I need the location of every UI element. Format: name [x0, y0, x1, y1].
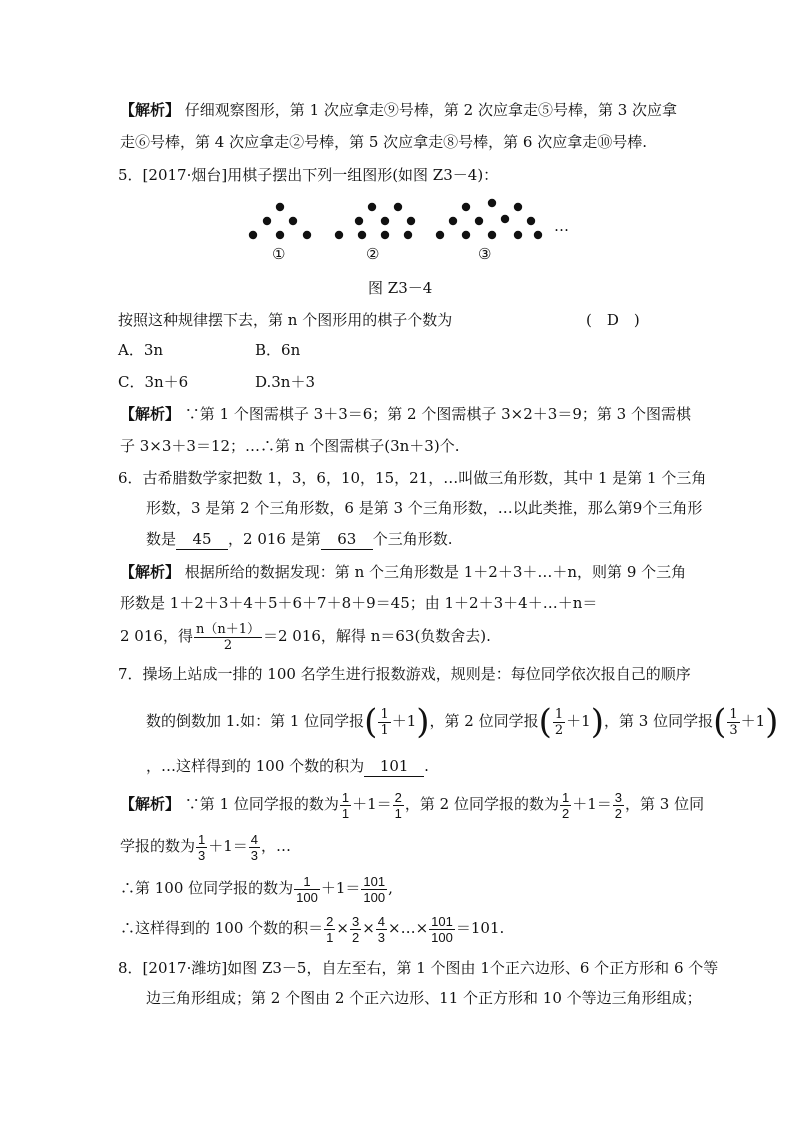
q8-stem-line2: 边三角形组成；第 2 个图由 2 个正六边形、11 个正方形和 10 个等边三角形组成； [146, 989, 702, 1007]
fraction-denominator: 1 [380, 722, 389, 738]
chess-dot [462, 203, 470, 211]
q5-question: 按照这种规律摆下去，第 n 个图形用的棋子个数为 [118, 311, 453, 329]
fraction-denominator: 2 [614, 805, 623, 821]
text: ×…× [388, 919, 429, 937]
fraction-numerator: 1 [729, 706, 738, 722]
chess-dot [355, 217, 363, 225]
fraction-numerator: 1 [554, 706, 564, 722]
figure-ellipsis: … [554, 217, 569, 235]
text: ，第 2 位同学报的数为 [404, 795, 559, 813]
figure-label-2: ② [366, 245, 380, 263]
fraction [324, 914, 335, 945]
fraction-denominator: 2 [351, 929, 360, 945]
q5-solution-line2: 子 3×3＋3＝12；…∴第 n 个图需棋子(3n＋3)个. [120, 437, 460, 455]
chess-dot [514, 203, 522, 211]
fraction [294, 874, 320, 905]
text: ＋1＝ [572, 795, 612, 813]
figure-z3-4 [240, 195, 580, 270]
chess-dot [404, 231, 412, 239]
fraction [560, 790, 571, 821]
fraction-denominator: 1 [326, 929, 334, 945]
chess-dot [381, 231, 389, 239]
fraction-numerator: 4 [250, 831, 259, 847]
text: ，…这样得到的 100 个数的积为 [146, 757, 365, 775]
figure-label-3: ③ [478, 245, 492, 263]
q6-stem-line3 [146, 529, 453, 550]
fraction-numerator: 3 [351, 913, 360, 929]
q5-solution-line1 [120, 404, 691, 424]
chess-dot [527, 217, 535, 225]
fraction [361, 874, 387, 905]
solution-text: 根据所给的数据发现：第 n 个三角形数是 1＋2＋3＋…＋n，则第 9 个三角 [184, 563, 687, 581]
text: . [424, 757, 429, 775]
q7-stem-line2 [146, 702, 778, 740]
chess-dot [475, 217, 483, 225]
text: 数的倒数加 1.如：第 1 位同学报 [146, 712, 365, 730]
solution-text: 仔细观察图形，第 1 次应拿走⑨号棒，第 2 次应拿走⑤号棒，第 3 次应拿 [184, 101, 678, 119]
q6-stem-line2: 形数，3 是第 2 个三角形数，6 是第 3 个三角形数，…以此类推，那么第9个三角形 [146, 499, 703, 517]
text: ＝101. [455, 919, 505, 937]
chess-dot [249, 231, 257, 239]
fraction-denominator: 2 [554, 722, 564, 738]
fraction [350, 914, 361, 945]
chess-dot [303, 231, 311, 239]
fraction-numerator: 101 [363, 873, 386, 889]
fraction-denominator: 1 [341, 805, 350, 821]
q7-stem-line1: 7．操场上站成一排的 100 名学生进行报数游戏，规则是：每位同学依次报自己的顺序 [118, 665, 691, 683]
text: 数是 [146, 530, 177, 548]
q7-solution-line2 [120, 826, 291, 866]
solution-label: 【解析】 [120, 795, 181, 813]
fraction-denominator: 2 [562, 805, 570, 821]
text: ∴第 100 位同学报的数为 [120, 879, 294, 897]
figure-label-1: ① [272, 245, 286, 263]
fraction [613, 790, 624, 821]
chess-dot [335, 231, 343, 239]
fraction-denominator: 3 [377, 929, 386, 945]
text: 学报的数为 [120, 837, 196, 855]
chess-dot [368, 203, 376, 211]
q5-option-d: D.3n＋3 [255, 373, 316, 391]
q7-stem-line3 [146, 756, 429, 777]
q5-stem: 5．[2017·烟台]用棋子摆出下列一组图形(如图 Z3－4)： [118, 166, 499, 184]
fraction-denominator: 100 [431, 929, 453, 945]
q4-solution-line2: 走⑥号棒，第 4 次应拿走②号棒，第 5 次应拿走⑧号棒，第 6 次应拿走⑩号棒. [120, 133, 648, 151]
text: ＋1 [740, 712, 766, 730]
q5-answer: ( D ) [586, 311, 640, 329]
right-paren: ) [590, 702, 604, 742]
fraction-denominator: 3 [729, 722, 738, 738]
chess-dot [276, 231, 284, 239]
fraction-numerator: 1 [294, 874, 320, 890]
fraction [378, 707, 390, 738]
q6-solution-line3 [120, 618, 491, 654]
fraction [376, 914, 387, 945]
fraction [727, 707, 739, 738]
q4-solution-line1 [120, 100, 677, 120]
fraction-numerator: 4 [377, 913, 386, 929]
fraction [340, 790, 351, 821]
text: ＋1 [391, 712, 417, 730]
q6-solution-line2: 形数是 1＋2＋3＋4＋5＋6＋7＋8＋9＝45；由 1＋2＋3＋4＋…＋n＝ [120, 594, 598, 612]
fraction-numerator: 1 [341, 789, 350, 805]
solution-label: 【解析】 [120, 101, 181, 119]
fraction [196, 832, 207, 863]
chess-dot [514, 231, 522, 239]
chess-dot [394, 203, 402, 211]
fraction [429, 914, 455, 945]
chess-dot [436, 231, 444, 239]
fraction-denominator: 2 [223, 637, 233, 653]
text: ，第 3 位同学报 [603, 712, 714, 730]
pattern-2 [335, 203, 415, 239]
fraction [194, 622, 262, 653]
text: × [336, 919, 349, 937]
q5-option-c: C．3n＋6 [118, 373, 189, 391]
text: × [362, 919, 375, 937]
text: ＝2 016，解得 n＝63(负数舍去). [262, 627, 491, 645]
text: ∴这样得到的 100 个数的积＝ [120, 919, 324, 937]
fraction-denominator: 1 [394, 805, 402, 821]
chess-dot [501, 215, 509, 223]
q7-solution-line1 [120, 784, 704, 824]
text: ，2 016 是第 [228, 530, 321, 548]
text: ＋1 [566, 712, 591, 730]
answer-blank-2: 63 [321, 529, 373, 550]
fraction [249, 832, 260, 863]
left-paren: ( [364, 702, 378, 742]
q7-solution-line3 [120, 868, 393, 908]
pattern-1 [249, 203, 311, 239]
text: ＋1＝ [320, 879, 361, 897]
q6-stem-line1: 6．古希腊数学家把数 1，3，6，10，15，21，…叫做三角形数，其中 1 是第 1 个三角 [118, 469, 707, 487]
fraction-denominator: 3 [250, 847, 259, 863]
chess-dot [358, 231, 366, 239]
left-paren: ( [538, 702, 552, 742]
fraction-denominator: 100 [363, 889, 386, 905]
chess-dot [488, 199, 496, 207]
chess-dot [289, 217, 297, 225]
left-paren: ( [713, 702, 727, 742]
chess-dot [381, 217, 389, 225]
fraction-numerator: 3 [614, 789, 623, 805]
fraction-numerator: 2 [394, 789, 402, 805]
fraction-numerator: 1 [380, 706, 389, 722]
chess-dot [263, 217, 271, 225]
q5-option-b: B．6n [255, 341, 301, 359]
solution-label: 【解析】 [120, 563, 181, 581]
chess-dot [462, 231, 470, 239]
right-paren: ) [765, 702, 779, 742]
q6-solution-line1 [120, 562, 686, 582]
figure-caption: 图 Z3－4 [368, 279, 433, 297]
text: , [388, 879, 393, 897]
solution-label: 【解析】 [120, 405, 181, 423]
answer-blank-1: 45 [176, 529, 228, 550]
chess-dot [407, 217, 415, 225]
chess-dot [534, 231, 542, 239]
q8-stem-line1: 8．[2017·潍坊]如图 Z3－5，自左至右，第 1 个图由 1个正六边形、6 个正方形和 6 个等 [118, 959, 719, 977]
chess-dot [488, 231, 496, 239]
fraction-numerator: 1 [198, 831, 206, 847]
fraction [553, 707, 565, 738]
chess-dot [449, 217, 457, 225]
chess-dot [276, 203, 284, 211]
fraction-denominator: 100 [296, 889, 318, 905]
text: ，第 2 位同学报 [429, 712, 539, 730]
answer-blank: 101 [364, 756, 424, 777]
q5-option-a: A．3n [118, 341, 164, 359]
fraction-numerator: 2 [326, 913, 334, 929]
text: ，第 3 位同 [625, 795, 705, 813]
text: 个三角形数. [372, 530, 453, 548]
fraction [393, 790, 404, 821]
fraction-numerator: n（n＋1） [195, 621, 260, 637]
text: ＋1＝ [208, 837, 248, 855]
text: ∵第 1 位同学报的数为 [184, 795, 339, 813]
fraction-denominator: 3 [198, 847, 206, 863]
solution-text: ∵第 1 个图需棋子 3＋3＝6；第 2 个图需棋子 3×2＋3＝9；第 3 个图需棋 [184, 405, 691, 423]
right-paren: ) [416, 702, 430, 742]
text: ＋1＝ [352, 795, 392, 813]
fraction-numerator: 1 [562, 789, 570, 805]
pattern-3 [436, 199, 542, 239]
q7-solution-line4 [120, 908, 504, 948]
text: ，… [261, 837, 292, 855]
fraction-numerator: 101 [431, 913, 453, 929]
text: 2 016，得 [120, 627, 193, 645]
